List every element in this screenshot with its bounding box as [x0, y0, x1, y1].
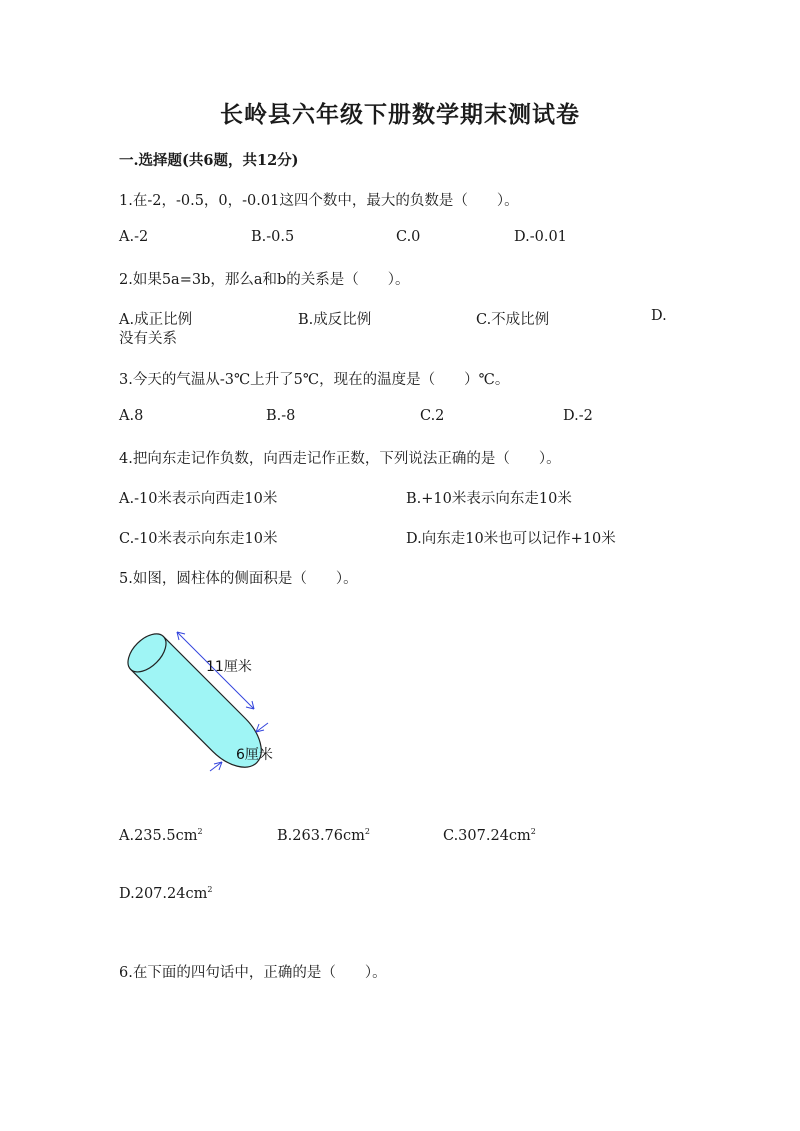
question-4-option-b: B.+10米表示向东走10米: [406, 491, 572, 507]
question-5-option-c: $C.307.24cm^2$: [443, 827, 536, 844]
question-1-stem: 1.在-2，-0.5，0，-0.01这四个数中，最大的负数是（ ）。: [119, 193, 519, 209]
question-2-option-b: B.成反比例: [298, 312, 372, 328]
section-heading: 一.选择题(共6题，共12分): [119, 152, 299, 169]
question-5-stem: 5.如图，圆柱体的侧面积是（ ）。: [119, 571, 358, 587]
question-6-stem: 6.在下面的四句话中，正确的是（ ）。: [119, 965, 387, 981]
question-5-option-a: $A.235.5cm^2$: [119, 827, 203, 844]
question-1-option-d: D.-0.01: [514, 229, 567, 245]
question-4-option-c: C.-10米表示向东走10米: [119, 531, 278, 547]
length-label: 11厘米: [206, 659, 252, 675]
question-2-stem: 2.如果5a=3b，那么a和b的关系是（ ）。: [119, 272, 410, 288]
diameter-label: 6厘米: [236, 747, 273, 763]
question-3-option-b: B.-8: [266, 408, 296, 424]
cylinder-figure: [118, 620, 288, 780]
question-5-option-d: $D.207.24cm^2$: [119, 885, 213, 902]
question-3-option-c: C.2: [420, 408, 445, 424]
question-2-option-d: D.: [651, 308, 667, 324]
question-2-option-d-text: 没有关系: [119, 331, 177, 347]
question-1-option-c: C.0: [396, 229, 421, 245]
question-2-option-a: A.成正比例: [119, 312, 193, 328]
page-title: 长岭县六年级下册数学期末测试卷: [220, 101, 580, 128]
question-3-stem: 3.今天的气温从-3℃上升了5℃，现在的温度是（ ）℃。: [119, 372, 510, 388]
question-3-option-d: D.-2: [563, 408, 593, 424]
question-4-option-d: D.向东走10米也可以记作+10米: [406, 531, 616, 547]
question-1-option-a: A.-2: [119, 229, 149, 245]
question-4-stem: 4.把向东走记作负数，向西走记作正数，下列说法正确的是（ ）。: [119, 451, 561, 467]
question-3-option-a: A.8: [119, 408, 144, 424]
question-5-option-b: $B.263.76cm^2$: [277, 827, 370, 844]
question-2-option-c: C.不成比例: [476, 312, 550, 328]
question-1-option-b: B.-0.5: [251, 229, 295, 245]
question-4-option-a: A.-10米表示向西走10米: [119, 491, 278, 507]
